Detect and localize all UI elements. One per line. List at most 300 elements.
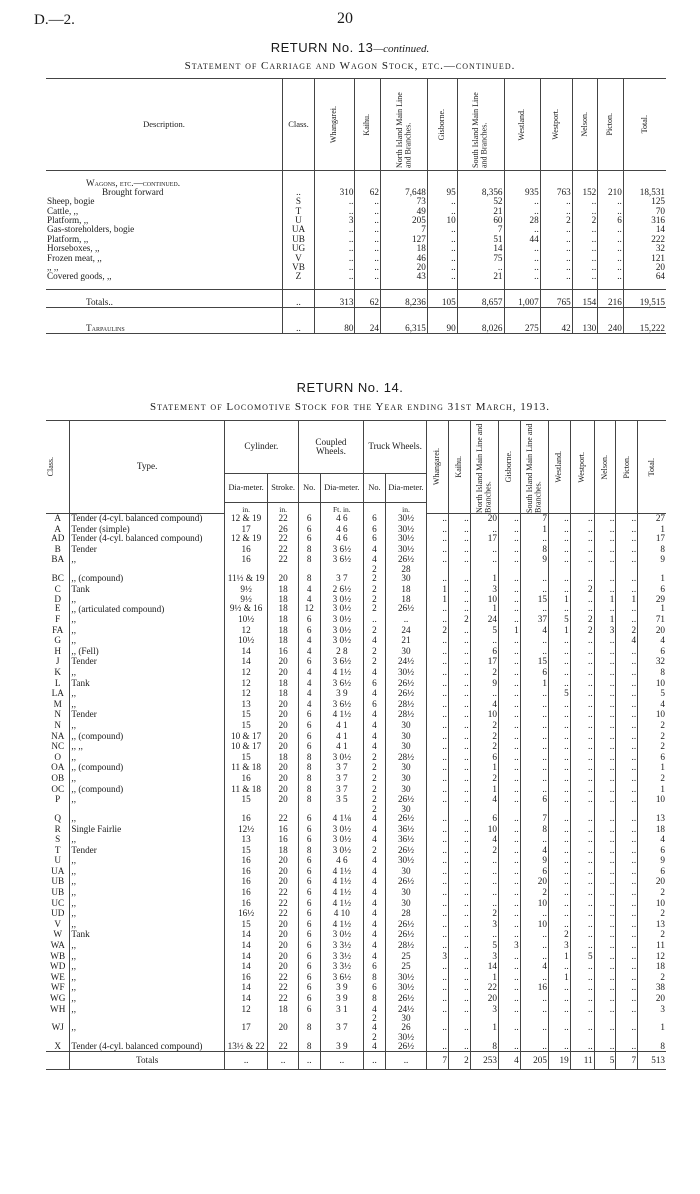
- cell: ,, (Fell): [70, 646, 224, 657]
- cell: ..: [548, 823, 570, 834]
- table-row: [46, 950, 666, 961]
- cell: 15: [224, 752, 268, 763]
- cell: 20: [268, 762, 298, 773]
- header-cell: [504, 79, 540, 171]
- cell: ..: [598, 235, 624, 244]
- cell: 4: [364, 823, 386, 834]
- header-label: Picton.: [621, 455, 631, 479]
- cell: ..: [498, 646, 520, 657]
- cell: 26½: [385, 554, 426, 565]
- cell: ..: [427, 773, 449, 784]
- table-row: [46, 667, 666, 678]
- cell: ..: [594, 699, 616, 710]
- cell: 8: [364, 972, 386, 983]
- cell: ..: [570, 699, 594, 710]
- cell: ..: [616, 940, 638, 951]
- cell: N: [54, 720, 62, 730]
- cell: 64: [623, 272, 666, 281]
- cell: 18: [638, 823, 666, 834]
- cell: 1: [520, 677, 548, 688]
- return-13-title: RETURN No. 13—continued.: [270, 40, 430, 55]
- cell: ..: [427, 1033, 449, 1052]
- cell: 240: [598, 318, 624, 334]
- cell: 28½: [385, 699, 426, 710]
- cell: 4 1½: [320, 876, 364, 887]
- cell: 2 8: [320, 646, 364, 657]
- cell: ..: [498, 805, 520, 824]
- cell: Tender: [70, 543, 224, 554]
- cell: ,, ,,: [70, 741, 224, 752]
- spacer-cell: [540, 282, 572, 290]
- table-row: [46, 244, 666, 253]
- cell: ,, (compound): [70, 730, 224, 741]
- cell: ..: [427, 855, 449, 866]
- cell: [364, 565, 386, 584]
- cell: ..: [570, 635, 594, 646]
- cell: 16: [224, 972, 268, 983]
- cell: ..: [594, 688, 616, 699]
- cell: ..: [498, 730, 520, 741]
- cell: 4: [364, 929, 386, 940]
- cell: ..: [616, 752, 638, 763]
- cell: ..: [548, 741, 570, 752]
- cell: ..: [570, 972, 594, 983]
- cell: ..: [427, 940, 449, 951]
- cell: 8: [298, 543, 320, 554]
- cell: 24: [355, 318, 381, 334]
- header-truck: Truck Wheels.: [364, 421, 427, 474]
- cell: 9½ & 16: [224, 604, 268, 613]
- cell: 5: [470, 624, 498, 635]
- cell: ..: [498, 929, 520, 940]
- cell: ,,: [70, 794, 224, 805]
- spacer-cell: [598, 308, 624, 318]
- cell: ..: [448, 709, 470, 720]
- cell: 310: [314, 188, 354, 197]
- cell: ..: [364, 614, 386, 625]
- cell: X: [54, 1041, 62, 1052]
- cell: 7: [457, 225, 504, 234]
- table-row: [46, 919, 666, 930]
- cell: ,,: [70, 805, 224, 824]
- cell: ..: [448, 720, 470, 731]
- cell: 4: [364, 866, 386, 877]
- cell: 4: [364, 855, 386, 866]
- cell: ..: [520, 834, 548, 845]
- header-sub: No.: [364, 474, 386, 503]
- cell: ..: [548, 667, 570, 678]
- cell: ..: [498, 720, 520, 731]
- cell: C: [54, 583, 61, 594]
- cell: ..: [224, 1052, 268, 1070]
- cell: ..: [355, 244, 381, 253]
- cell: 6: [298, 624, 320, 635]
- cell: 90: [427, 318, 457, 334]
- cell: ..: [548, 554, 570, 565]
- cell: Platform, ,,: [47, 215, 89, 225]
- cell: 4: [364, 667, 386, 678]
- cell: BA: [51, 554, 65, 565]
- return-14-title: RETURN No. 14.: [296, 380, 404, 395]
- cell: 6: [298, 534, 320, 543]
- cell: 22: [268, 908, 298, 919]
- cell: 3: [594, 624, 616, 635]
- cell: ..: [616, 614, 638, 625]
- cell: ..: [548, 762, 570, 773]
- cell: ..: [448, 855, 470, 866]
- cell: Tender: [70, 844, 224, 855]
- cell: 42: [540, 318, 572, 334]
- cell: ..: [616, 741, 638, 752]
- header-sub: Dia-meter.: [320, 474, 364, 503]
- cell: 6: [638, 583, 666, 594]
- cell: ..: [498, 794, 520, 805]
- cell: 6: [638, 752, 666, 763]
- cell: ..: [572, 207, 598, 216]
- cell: W: [53, 929, 63, 940]
- cell: 1: [638, 783, 666, 794]
- cell: ..: [498, 1003, 520, 1014]
- cell: ..: [616, 866, 638, 877]
- cell: 12½: [224, 823, 268, 834]
- cell: 105: [427, 290, 457, 308]
- cell: ,,: [70, 940, 224, 951]
- cell-line: 2: [372, 803, 377, 814]
- header-cell: [314, 79, 354, 171]
- cell: 30: [385, 783, 426, 794]
- cell: 4: [364, 688, 386, 699]
- cell: 1: [470, 604, 498, 613]
- cell: 763: [540, 188, 572, 197]
- table-row: [46, 741, 666, 752]
- cell: 1: [638, 604, 666, 613]
- cell: 8: [298, 762, 320, 773]
- cell: 14: [224, 940, 268, 951]
- cell: 6: [638, 646, 666, 657]
- cell: 3 7: [320, 565, 364, 584]
- cell: 14: [224, 950, 268, 961]
- cell: 1: [594, 594, 616, 605]
- cell: ..: [427, 514, 449, 524]
- cell: 6: [298, 823, 320, 834]
- cell: 24: [385, 624, 426, 635]
- cell: ..: [470, 543, 498, 554]
- cell: 21: [457, 207, 504, 216]
- cell: ..: [598, 254, 624, 263]
- cell: [364, 805, 386, 824]
- header-label: South Island Main Line and Branches.: [524, 423, 543, 513]
- cell: 4 1½: [320, 897, 364, 908]
- cell: 2: [470, 844, 498, 855]
- cell: ,,: [70, 1003, 224, 1014]
- cell: ..: [548, 514, 570, 524]
- spacer-cell: [427, 282, 457, 290]
- totals-row: [46, 1052, 666, 1070]
- cell: 18: [268, 1003, 298, 1014]
- cell: Tank: [70, 677, 224, 688]
- cell: ..: [427, 730, 449, 741]
- cell: ..: [448, 543, 470, 554]
- cell: ..: [520, 741, 548, 752]
- cell: ..: [594, 514, 616, 524]
- cell: ..: [448, 741, 470, 752]
- cell: E: [54, 603, 61, 614]
- cell: 10: [638, 677, 666, 688]
- header-cell: [623, 79, 666, 171]
- cell: ..: [427, 919, 449, 930]
- header-cell: Class.: [282, 79, 314, 171]
- cell: 1: [638, 1014, 666, 1033]
- table-row: [46, 534, 666, 543]
- cell: 10: [470, 594, 498, 605]
- cell: 513: [638, 1052, 666, 1070]
- cell: 73: [380, 197, 427, 206]
- cell: U: [54, 855, 62, 866]
- cell: ..: [448, 783, 470, 794]
- cell: 4 1½: [320, 866, 364, 877]
- cell: 21: [457, 272, 504, 281]
- cell: ..: [314, 272, 354, 281]
- cell: ..: [548, 783, 570, 794]
- cell: 1: [594, 614, 616, 625]
- table-row: [46, 699, 666, 710]
- cell: ..: [570, 823, 594, 834]
- cell: ..: [427, 741, 449, 752]
- cell: 4: [520, 624, 548, 635]
- cell: ..: [470, 523, 498, 534]
- cell: 24½: [385, 656, 426, 667]
- cell: WA: [50, 940, 65, 951]
- cell: ..: [427, 972, 449, 983]
- cell: 38: [638, 982, 666, 993]
- cell: 3 3½: [320, 950, 364, 961]
- cell: ..: [448, 594, 470, 605]
- cell: 4 1⅛: [320, 805, 364, 824]
- cell: ..: [448, 929, 470, 940]
- cell: 20: [638, 876, 666, 887]
- cell: ..: [594, 823, 616, 834]
- cell: ..: [616, 677, 638, 688]
- table-row: [46, 972, 666, 983]
- cell: 16: [268, 823, 298, 834]
- cell: ..: [540, 225, 572, 234]
- header-row: [46, 79, 666, 171]
- cell: ..: [570, 876, 594, 887]
- cell: ..: [594, 993, 616, 1004]
- cell: 20: [268, 667, 298, 678]
- cell: 3 3½: [320, 961, 364, 972]
- cell: 7: [520, 805, 548, 824]
- cell: 4: [364, 635, 386, 646]
- cell: NA: [51, 730, 65, 741]
- cell: ..: [520, 773, 548, 784]
- cell: ..: [594, 543, 616, 554]
- cell: UB: [282, 235, 314, 244]
- cell: ..: [520, 1033, 548, 1052]
- cell: 4 1: [320, 741, 364, 752]
- cell: 28: [385, 908, 426, 919]
- cell: 60: [457, 216, 504, 225]
- cell: 6: [298, 834, 320, 845]
- spacer-cell: [540, 171, 572, 179]
- cell: 75: [457, 254, 504, 263]
- cell: 2: [364, 646, 386, 657]
- cell: ..: [594, 554, 616, 565]
- header-district: [638, 421, 666, 514]
- cell: ..: [540, 272, 572, 281]
- table-row: [46, 614, 666, 625]
- cell: 4 1½: [320, 709, 364, 720]
- cell: 30: [385, 897, 426, 908]
- cell: 3 6½: [320, 543, 364, 554]
- spacer-cell: [598, 282, 624, 290]
- cell: 20: [268, 866, 298, 877]
- spacer-cell: [355, 308, 381, 318]
- cell: ..: [470, 876, 498, 887]
- cell: [385, 1033, 426, 1052]
- cell: Tender (4-cyl. balanced compound): [70, 1033, 224, 1052]
- cell: 4: [364, 919, 386, 930]
- cell-line: 2: [372, 1012, 377, 1023]
- cell: Tank: [70, 583, 224, 594]
- table-row: [46, 887, 666, 898]
- table-row: [46, 624, 666, 635]
- cell: 2: [470, 667, 498, 678]
- cell: 4: [298, 635, 320, 646]
- cell: 20: [268, 720, 298, 731]
- cell: ,,: [70, 855, 224, 866]
- cell: ..: [548, 635, 570, 646]
- cell: ..: [427, 982, 449, 993]
- cell: 2: [638, 929, 666, 940]
- cell: 1: [548, 972, 570, 983]
- cell: 30½: [385, 534, 426, 543]
- cell: 10: [470, 823, 498, 834]
- cell: 3: [470, 919, 498, 930]
- cell: ..: [572, 254, 598, 263]
- cell: ..: [572, 244, 598, 253]
- cell: ..: [616, 982, 638, 993]
- table-row: [46, 897, 666, 908]
- cell: ..: [598, 263, 624, 272]
- cell: ..: [498, 908, 520, 919]
- spacer-cell: [540, 308, 572, 318]
- cell: ..: [448, 583, 470, 594]
- cell: 18: [268, 677, 298, 688]
- cell: ..: [427, 876, 449, 887]
- cell: ..: [570, 543, 594, 554]
- cell: 18: [268, 614, 298, 625]
- cell: ..: [504, 225, 540, 234]
- cell: ..: [570, 523, 594, 534]
- table-row: [46, 263, 666, 272]
- table-row: [46, 188, 666, 197]
- cell: 20: [268, 741, 298, 752]
- cell: 26½: [385, 604, 426, 613]
- cell: ..: [314, 244, 354, 253]
- cell: 8: [298, 783, 320, 794]
- cell: 6: [298, 982, 320, 993]
- cell: ..: [616, 543, 638, 554]
- cell: ..: [570, 514, 594, 524]
- cell: 4: [364, 543, 386, 554]
- page-number: 20: [337, 10, 353, 27]
- header-label: Nelson.: [579, 112, 589, 137]
- cell: ..: [498, 752, 520, 763]
- cell: 22: [268, 982, 298, 993]
- cell: 16½: [224, 908, 268, 919]
- cell: 14: [623, 225, 666, 234]
- spacer-cell: [457, 308, 504, 318]
- cell: 15: [224, 794, 268, 805]
- spacer-cell: [504, 282, 540, 290]
- cell: 12: [224, 667, 268, 678]
- cell: ..: [548, 876, 570, 887]
- cell: 6: [520, 794, 548, 805]
- table-row: [46, 866, 666, 877]
- cell: 18: [268, 688, 298, 699]
- cell: UC: [51, 897, 65, 908]
- cell: ..: [448, 866, 470, 877]
- cell: ..: [498, 565, 520, 584]
- cell: 4: [364, 876, 386, 887]
- cell: ..: [570, 554, 594, 565]
- table-row: [46, 961, 666, 972]
- cell: 3 7: [320, 783, 364, 794]
- cell: UD: [51, 908, 65, 919]
- cell: ..: [548, 523, 570, 534]
- cell: 6: [298, 950, 320, 961]
- cell: ..: [498, 1014, 520, 1033]
- cell: ..: [616, 876, 638, 887]
- table-row: [46, 604, 666, 613]
- cell: ,,: [70, 866, 224, 877]
- cell: AD: [51, 532, 65, 543]
- cell: ..: [448, 677, 470, 688]
- cell: S: [55, 834, 61, 845]
- cell: 30½: [385, 667, 426, 678]
- cell: ..: [427, 823, 449, 834]
- cell: 1: [548, 624, 570, 635]
- cell: 1: [470, 762, 498, 773]
- cell: ..: [498, 534, 520, 543]
- cell: ..: [570, 866, 594, 877]
- cell: ..: [548, 709, 570, 720]
- cell: 3 6½: [320, 972, 364, 983]
- table-row: [46, 940, 666, 951]
- cell: ..: [616, 773, 638, 784]
- cell: 71: [638, 614, 666, 625]
- table-row: [46, 823, 666, 834]
- cell: ..: [470, 688, 498, 699]
- cell: 26½: [385, 919, 426, 930]
- cell: ..: [498, 972, 520, 983]
- cell: 19: [548, 1052, 570, 1070]
- table-row: [46, 1014, 666, 1033]
- cell: 3 0½: [320, 752, 364, 763]
- cell: Tender (4-cyl. balanced compound): [70, 514, 224, 524]
- cell: ..: [427, 1014, 449, 1033]
- cell: ..: [498, 594, 520, 605]
- cell: 4: [298, 699, 320, 710]
- cell: 5: [548, 688, 570, 699]
- cell: 20: [638, 624, 666, 635]
- cell: ..: [498, 866, 520, 877]
- cell: ..: [498, 699, 520, 710]
- cell: ..: [594, 667, 616, 678]
- cell: ..: [548, 1033, 570, 1052]
- table-row: [46, 805, 666, 824]
